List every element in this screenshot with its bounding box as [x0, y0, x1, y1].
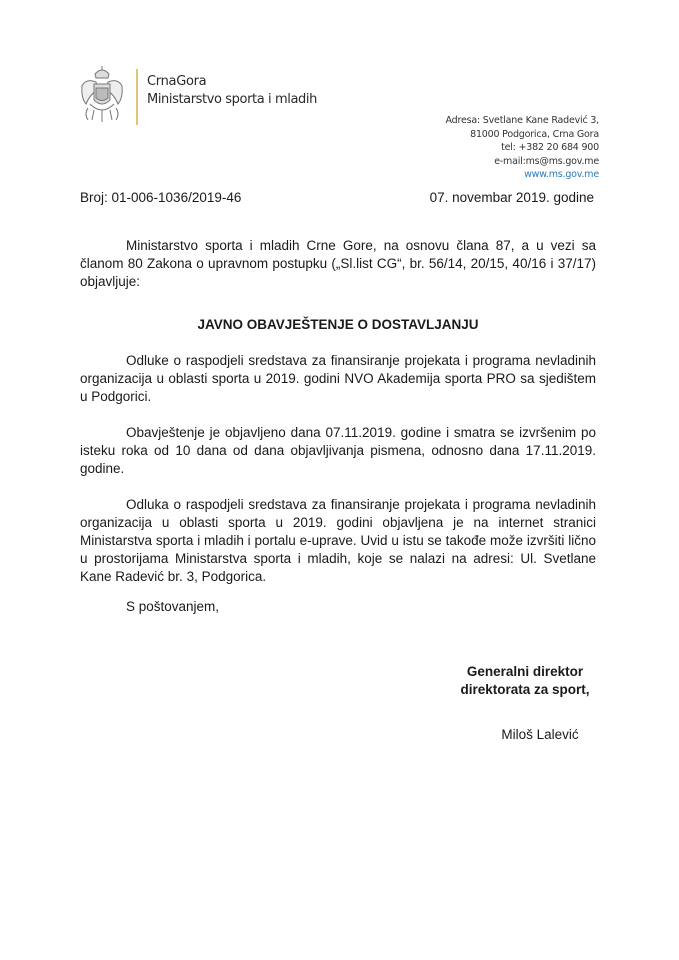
address-city: 81000 Podgorica, Crna Gora — [470, 128, 599, 140]
paragraph-1 — [80, 352, 596, 406]
paragraph-3 — [80, 496, 596, 586]
document-date: 07. novembar 2019. godine — [429, 190, 594, 205]
signatory-title-line2: direktorata za sport, — [460, 682, 590, 697]
coat-of-arms-icon — [78, 64, 126, 126]
signatory-title — [440, 663, 610, 699]
document-title: JAVNO OBAVJEŠTENJE O DOSTAVLJANJU — [197, 317, 479, 332]
address-email[interactable]: e-mail:ms@ms.gov.me — [494, 155, 599, 167]
signatory-title-line1: Generalni direktor — [466, 664, 584, 679]
intro-paragraph — [80, 237, 596, 291]
paragraph-text: Obavještenje je objavljeno dana 07.11.2019. godine i smatra se izvršenim po isteku roka od 10 dana od dana objavljivanja pismena, odnosno dana 17.11.2019. godine. — [80, 425, 596, 476]
address-block — [446, 114, 600, 182]
paragraph-text: Odluka o raspodjeli sredstava za finansiranje projekata i programa nevladinih organizacija u oblasti sporta u 2019. godini objavljena je na internet stranici Ministarstva sporta i mladih i portalu e-uprave. Uvid u istu se takođe može izvršiti lično u prostorijama Ministarstva sporta i mladih, koje se nalazi na adresi: Ul. Svetlane Kane Radević br. 3, Podgorica. — [80, 497, 596, 584]
intro-text: Ministarstvo sporta i mladih Crne Gore, na osnovu člana 87, a u vezi sa članom 80 Zakona o upravnom postupku („Sl.list CG“, br. 56/14, 20/15, 40/16 i 37/17) objavljuje: — [80, 238, 596, 289]
reference-number: Broj: 01-006-1036/2019-46 — [80, 190, 242, 205]
paragraph-2 — [80, 424, 596, 478]
address-tel: tel: +382 20 684 900 — [501, 142, 599, 153]
website-link[interactable]: www.ms.gov.me — [524, 169, 599, 180]
org-ministry: Ministarstvo sporta i mladih — [147, 92, 317, 107]
signatory-name: Miloš Lalević — [501, 727, 579, 742]
org-country: CrnaGora — [147, 74, 207, 89]
address-street: Adresa: Svetlane Kane Radević 3, — [445, 115, 599, 126]
closing-salutation: S poštovanjem, — [126, 599, 220, 614]
paragraph-text: Odluke o raspodjeli sredstava za finansiranje projekata i programa nevladinih organizacija u oblasti sporta u 2019. godini NVO Akademija sporta PRO sa sjedištem u Podgorici. — [80, 353, 596, 404]
header-divider — [136, 69, 138, 125]
